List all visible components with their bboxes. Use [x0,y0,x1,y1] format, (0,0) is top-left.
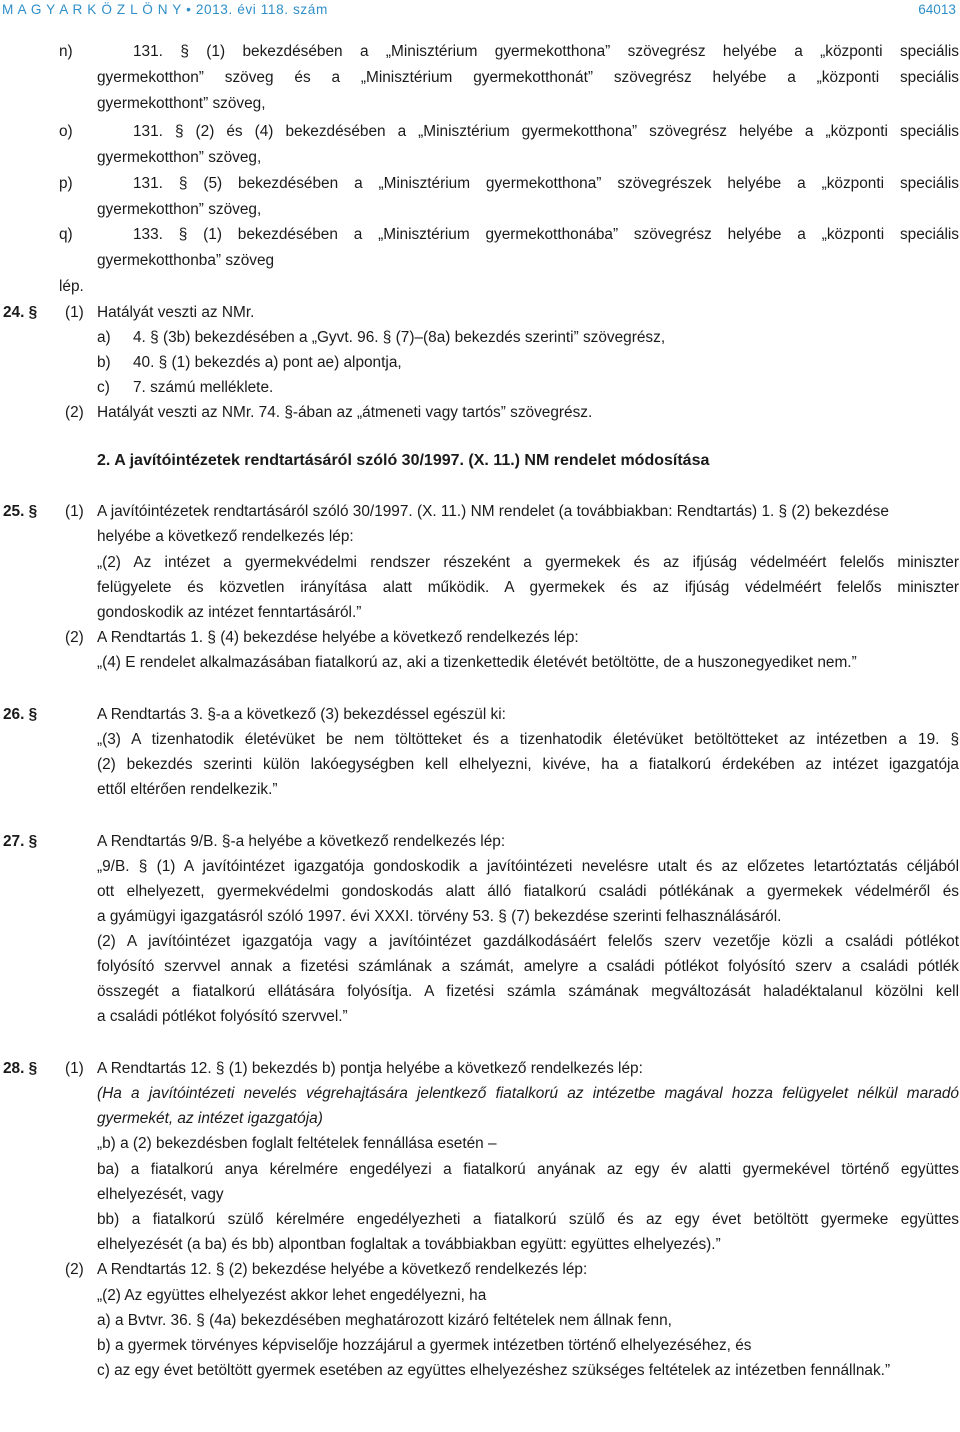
text-line: gyermekotthon” szöveg és a „Minisztérium gyermekotthonát” szövegrész helyébe a „központi speciális [97,69,959,86]
paragraph-label: (2) [65,404,84,421]
text-line: 133. § (1) bekezdésében a „Minisztérium gyermekotthonába” szövegrész helyébe a „központi speciális [133,226,959,243]
section-number: 24. § [3,304,38,321]
text-line: a) a Bvtvr. 36. § (4a) bekezdésében meghatározott kizáró feltételek nem állnak fenn, [97,1312,672,1329]
text-line: a gyámügyi igazgatásról szóló 1997. évi XXXI. törvény 53. § (7) bekezdése szerinti felhasználásáról. [97,908,782,925]
list-item-label: b) [97,354,111,371]
text-line: A Rendtartás 3. §-a a következő (3) bekezdéssel egészül ki: [97,706,506,723]
list-item-label: n) [59,43,73,60]
text-line: ettől eltérően rendelkezik.” [97,781,278,798]
text-line: folyósító szervvel annak a fizetési számlának a számát, amelyre a családi pótlékot folyósító szerv a családi pótlék [97,958,959,975]
text-line: gyermekét, az intézet igazgatója) [97,1110,323,1127]
text-line: helyébe a következő rendelkezés lép: [97,528,354,545]
paragraph-label: (1) [65,503,84,520]
text-line: gyermekotthon” szöveg, [97,201,262,218]
section-number: 28. § [3,1060,38,1077]
text-line: „9/B. § (1) A javítóintézet igazgatója gondoskodik a javítóintézeti nevelésre utalt és az előzetes letartóztatás céljából [97,858,959,875]
text-line: elhelyezését, vagy [97,1186,224,1203]
paragraph-label: (1) [65,304,84,321]
text-line: „(2) Az intézet a gyermekvédelmi rendszer részeként a gyermekek és az ifjúság védelméért felelős miniszter [97,554,959,571]
text-line: A Rendtartás 9/B. §-a helyébe a következő rendelkezés lép: [97,833,506,850]
section-number: 25. § [3,503,38,520]
section-number: 26. § [3,706,38,723]
text-line: gyermekotthonba” szöveg [97,252,275,269]
text-line: Hatályát veszti az NMr. [97,304,255,321]
text-line: 131. § (1) bekezdésében a „Minisztérium gyermekotthona” szövegrész helyébe a „központi speciális [133,43,959,60]
lep-text: lép. [59,278,84,295]
list-item-label: o) [59,123,73,140]
text-line: felügyelete és közvetlen irányítása alatt működik. A gyermekek és az ifjúság védelméért felelős miniszter [97,579,959,596]
text-line: „b) a (2) bekezdésben foglalt feltételek fennállása esetén – [97,1135,497,1152]
text-line: a családi pótlékot folyósító szervvel.” [97,1008,348,1025]
chapter-title: 2. A javítóintézetek rendtartásáról szóló 30/1997. (X. 11.) NM rendelet módosítása [97,452,710,469]
text-line: A javítóintézetek rendtartásáról szóló 30/1997. (X. 11.) NM rendelet (a továbbiakban: Rendtartás) 1. § (2) bekezdése [97,503,889,520]
text-line: ba) a fiatalkorú anya kérelmére engedélyezi a fiatalkorú anyának az egy év alatti gyermekével történő együttes [97,1161,959,1178]
text-line: (2) bekezdés szerinti külön lakóegységben kell elhelyezni, kivéve, ha a fiatalkorú érdekében az intézet igazgatója [97,756,959,773]
text-line: gyermekotthont” szöveg, [97,95,266,112]
text-line: elhelyezését (a ba) és bb) alpontban foglaltak a továbbiakban együtt: együttes elhelyezés).” [97,1236,721,1253]
text-line: A Rendtartás 12. § (1) bekezdés b) pontja helyébe a következő rendelkezés lép: [97,1060,643,1077]
text-line: b) a gyermek törvényes képviselője hozzájárul a gyermek intézetben történő elhelyezéséhez, és [97,1337,752,1354]
section-number: 27. § [3,833,38,850]
list-item-label: p) [59,175,73,192]
paragraph-label: (2) [65,629,84,646]
text-line: ott elhelyezett, gyermekvédelmi gondoskodás alatt álló fiatalkorú családi pótlékának a gyermekek védelméről és [97,883,959,900]
text-line: (2) A javítóintézet igazgatója vagy a javítóintézet gazdálkodásáért felelős szerv vezetője közli a családi pótlékot [97,933,959,950]
text-line: 40. § (1) bekezdés a) pont ae) alpontja, [133,354,402,371]
list-item-label: a) [97,329,111,346]
text-line: A Rendtartás 1. § (4) bekezdése helyébe a következő rendelkezés lép: [97,629,579,646]
text-line: „(2) Az együttes elhelyezést akkor lehet engedélyezni, ha [97,1287,487,1304]
text-line: összegét a fiatalkorú ellátására folyósítja. A fizetési számla számának megváltozását haladéktalanul közölni kell [97,983,959,1000]
text-line: c) az egy évet betöltött gyermek esetében az együttes elhelyezéshez szükséges feltételek az intézetben fennállnak.” [97,1362,891,1379]
text-line: gyermekotthon” szöveg, [97,149,262,166]
page-header [0,0,960,20]
text-line: bb) a fiatalkorú szülő kérelmére engedélyezheti a fiatalkorú szülő és az egy évet betöltött gyermeke együttes [97,1211,959,1228]
text-line: 4. § (3b) bekezdésében a „Gyvt. 96. § (7)–(8a) bekezdés szerinti” szövegrész, [133,329,666,346]
paragraph-label: (1) [65,1060,84,1077]
paragraph-label: (2) [65,1261,84,1278]
text-line: A Rendtartás 12. § (2) bekezdése helyébe a következő rendelkezés lép: [97,1261,588,1278]
text-line: 7. számú melléklete. [133,379,274,396]
text-line: (Ha a javítóintézeti nevelés végrehajtására jelentkező fiatalkorú az intézetbe magával hozza felügyelet nélkül maradó [97,1085,959,1102]
page-number: 64013 [918,2,956,17]
list-item-label: c) [97,379,110,396]
text-line: „(3) A tizenhatodik életévüket be nem töltötteket és a tizenhatodik életévüket betöltötteket az intézetben a 19. § [97,731,959,748]
journal-title: M A G Y A R K Ö Z L Ö N Y • 2013. évi 118. szám [2,2,328,17]
text-line: 131. § (5) bekezdésében a „Minisztérium gyermekotthona” szövegrészek helyébe a „központi speciális [133,175,959,192]
text-line: gondoskodik az intézet fenntartásáról.” [97,604,362,621]
text-line: Hatályát veszti az NMr. 74. §-ában az „átmeneti vagy tartós” szövegrész. [97,404,593,421]
list-item-label: q) [59,226,73,243]
text-line: 131. § (2) és (4) bekezdésében a „Minisztérium gyermekotthona” szövegrész helyébe a „központi speciális [133,123,959,140]
text-line: „(4) E rendelet alkalmazásában fiatalkorú az, aki a tizenkettedik életévét betöltötte, de a huszonegyediket nem.” [97,654,857,671]
